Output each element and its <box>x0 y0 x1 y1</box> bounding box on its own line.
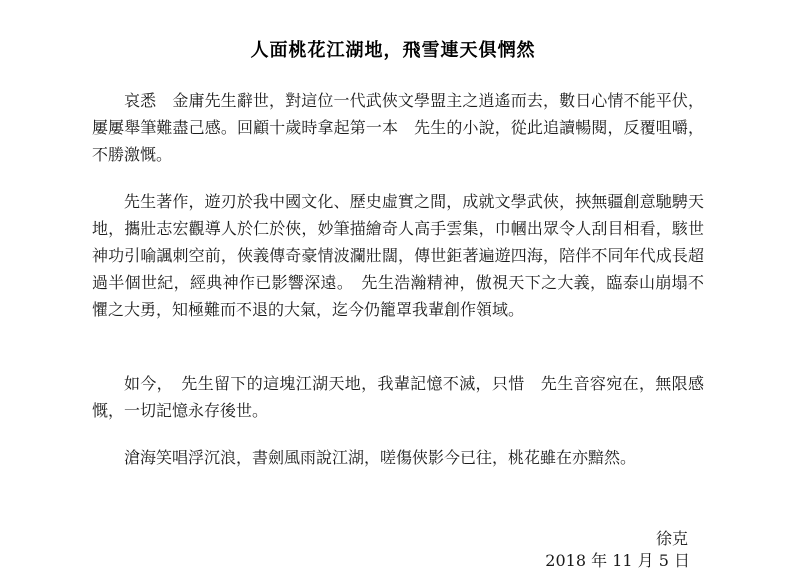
paragraph-poem: 滄海笑唱浮沉浪，書劍風雨說江湖，嗟傷俠影今已往，桃花雖在亦黯然。 <box>124 448 637 467</box>
paragraph-tribute: 先生著作，遊刃於我中國文化、歷史虛實之間，成就文學武俠，挾無疆創意馳騁天地，攜壯志宏觀導人於仁於俠，妙筆描繪奇人高手雲集，巾幗出眾令人刮目相看，駭世神功引喻諷刺空前，俠義傳奇豪情波瀾壯闊，傳世鉅著遍遊四海，陪伴不同年代成長超過半個世紀，經典神作已影響深遠。 先生浩瀚精神，傲視天下之大義，臨泰山崩塌不懼之大勇，知極難而不退的大氣，迄今仍籠罩我輩創作領域。 <box>92 192 704 319</box>
letter-title: 人面桃花江湖地，飛雪連天俱惘然 <box>250 40 536 61</box>
letter-date: 2018 年 11 月 5 日 <box>545 551 690 570</box>
signer-name: 徐克 <box>655 529 688 548</box>
paragraph-memory: 如今， 先生留下的這塊江湖天地，我輩記憶不滅，只惜 先生音容宛在，無限感慨，一切記憶永存後世。 <box>92 374 704 420</box>
paragraph-condolence: 哀悉 金庸先生辭世，對這位一代武俠文學盟主之逍遙而去，數日心情不能平伏，屢屢舉筆難盡己感。回顧十歲時拿起第一本 先生的小說，從此追讀暢閱，反覆咀嚼，不勝激慨。 <box>92 91 704 164</box>
